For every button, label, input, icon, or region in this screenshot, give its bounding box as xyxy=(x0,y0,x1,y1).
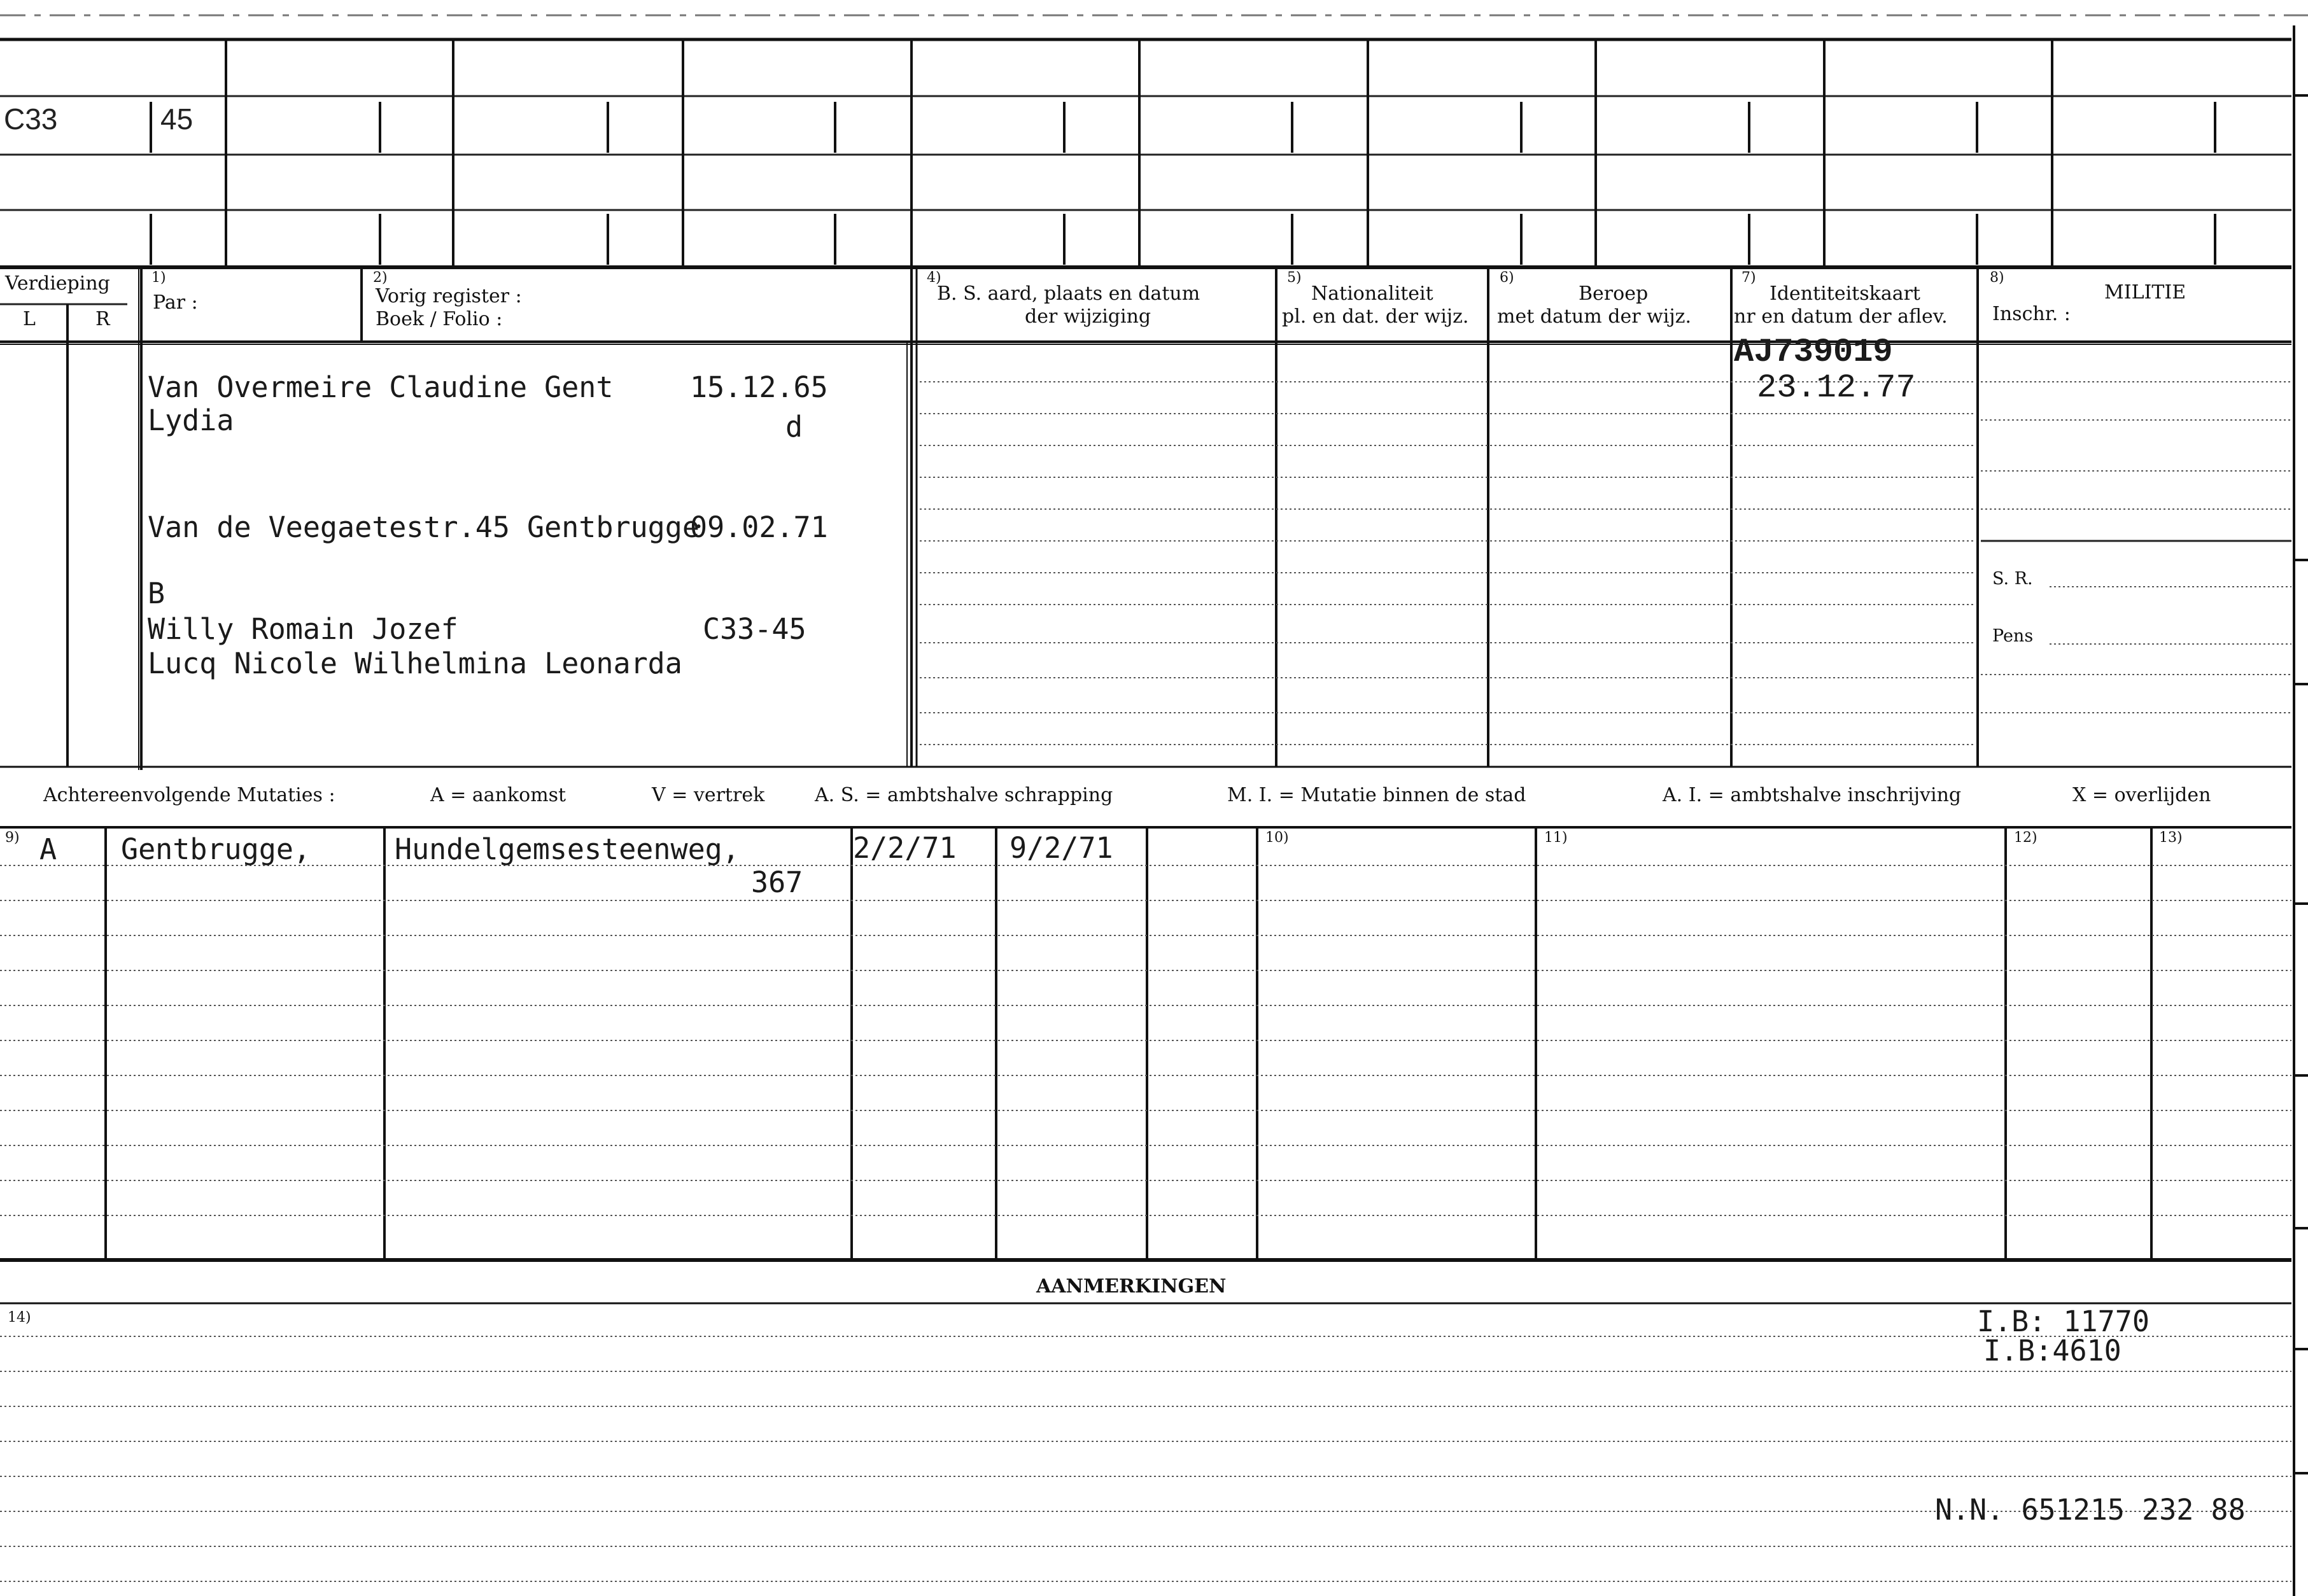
beroep-label-2: met datum der wijz. xyxy=(1497,305,1691,328)
bs-label-2: der wijziging xyxy=(1025,305,1151,328)
household-code: C33-45 xyxy=(703,612,806,646)
militie-label: MILITIE xyxy=(2104,281,2186,304)
note-10: 10) xyxy=(1265,830,1289,846)
beroep-label-1: Beroep xyxy=(1579,283,1649,305)
id-card-date: 23.12.77 xyxy=(1757,369,1916,407)
mutation-street: Hundelgemsesteenweg, xyxy=(395,832,740,866)
mother-name: Lucq Nicole Wilhelmina Leonarda xyxy=(148,647,682,680)
mutation-date-1: 2/2/71 xyxy=(853,831,957,865)
person-name-line: Van Overmeire Claudine Gent xyxy=(148,370,614,404)
note-2: 2) xyxy=(373,270,388,286)
mark-d: d xyxy=(785,410,803,444)
inschr-label: Inschr. : xyxy=(1992,303,2071,325)
note-14: 14) xyxy=(8,1310,31,1326)
mutation-place: Gentbrugge, xyxy=(121,832,311,866)
mark-b: B xyxy=(148,577,165,610)
note-13: 13) xyxy=(2159,830,2183,846)
nationaliteit-label-1: Nationaliteit xyxy=(1311,283,1433,305)
father-name: Willy Romain Jozef xyxy=(148,612,458,646)
bs-label-1: B. S. aard, plaats en datum xyxy=(937,283,1200,305)
note-7: 7) xyxy=(1742,270,1756,286)
note-4: 4) xyxy=(927,270,941,286)
mutation-house-number: 367 xyxy=(751,865,803,899)
note-6: 6) xyxy=(1500,270,1514,286)
legend-as: A. S. = ambtshalve schrapping xyxy=(815,784,1113,806)
vorig-register-label: Vorig register : xyxy=(376,285,522,307)
remarks-title: AANMERKINGEN xyxy=(1036,1275,1227,1298)
identiteitskaart-label-1: Identiteitskaart xyxy=(1770,283,1920,305)
mutation-date-2: 9/2/71 xyxy=(1010,831,1113,865)
note-9: 9) xyxy=(5,830,20,846)
boek-folio-label: Boek / Folio : xyxy=(376,308,503,330)
pens-label: Pens xyxy=(1992,626,2034,646)
birth-date: 15.12.65 xyxy=(690,370,828,404)
note-1: 1) xyxy=(151,270,166,286)
ib-number-1: I.B: 11770 xyxy=(1977,1305,2150,1338)
sr-label: S. R. xyxy=(1992,569,2033,589)
person-second-name: Lydia xyxy=(148,403,234,437)
legend-mi: M. I. = Mutatie binnen de stad xyxy=(1227,784,1526,806)
note-12: 12) xyxy=(2014,830,2037,846)
note-5: 5) xyxy=(1287,270,1302,286)
legend-ai: A. I. = ambtshalve inschrijving xyxy=(1663,784,1962,806)
note-11: 11) xyxy=(1544,830,1568,846)
note-8: 8) xyxy=(1990,270,2004,286)
r-label: R xyxy=(95,308,110,330)
legend-v: V = vertrek xyxy=(652,784,765,806)
id-card-number: AJ739019 xyxy=(1734,333,1893,371)
address-line: Van de Veegaetestr.45 Gentbrugge xyxy=(148,510,700,544)
identiteitskaart-label-2: nr en datum der aflev. xyxy=(1734,305,1948,328)
par-label: Par : xyxy=(153,291,198,314)
ib-number-2: I.B:4610 xyxy=(1983,1334,2122,1368)
mutations-legend-title: Achtereenvolgende Mutaties : xyxy=(43,784,335,806)
legend-x: X = overlijden xyxy=(2072,784,2211,806)
legend-a: A = aankomst xyxy=(430,784,566,806)
l-label: L xyxy=(23,308,36,330)
mutation-type: A xyxy=(39,832,57,866)
top-cell-45: 45 xyxy=(160,102,194,136)
verdieping-label: Verdieping xyxy=(5,272,110,295)
address-date: 09.02.71 xyxy=(690,510,828,544)
top-cell-c33: C33 xyxy=(4,102,58,136)
national-number: N.N. 651215 232 88 xyxy=(1935,1493,2246,1527)
nationaliteit-label-2: pl. en dat. der wijz. xyxy=(1282,305,1469,328)
